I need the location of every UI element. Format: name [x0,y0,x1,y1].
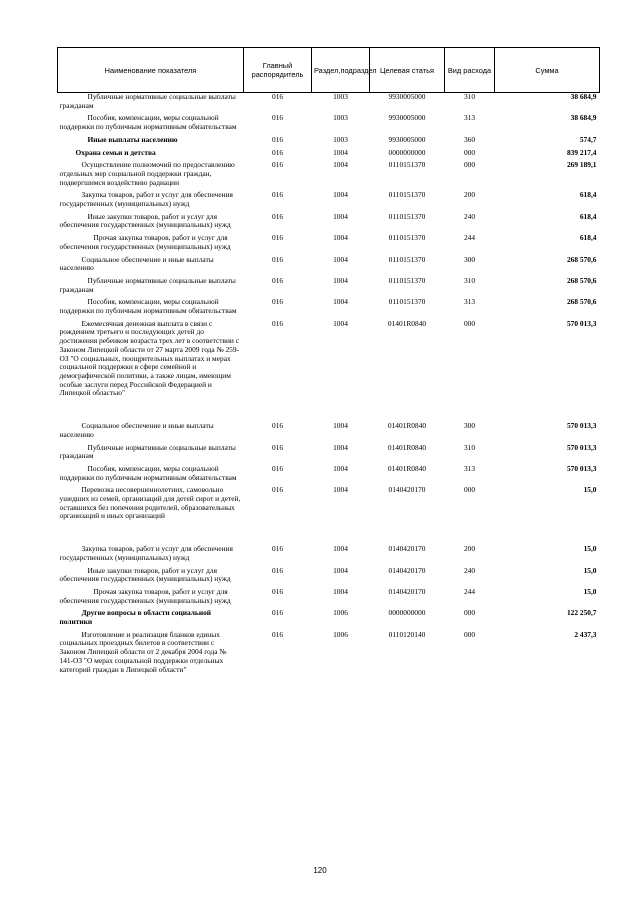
header-section: Раздел,подраздел [312,48,370,93]
header-admin: Главный распорядитель [244,48,312,93]
cell-article: 0140420170 [388,565,426,575]
cell-sum: 2 437,3 [574,629,597,639]
cell-section: 1004 [333,275,348,285]
table-row [58,320,600,422]
cell-article: 0140420170 [388,544,426,554]
cell-name: Перевозка несовершеннолетних, самовольно ушедших из семей, организаций для детей сирот и детей, оставшихся без попечения родителей, образовательных организаций и иных организаций [59,485,241,521]
cell-article: 0110151370 [388,233,426,243]
cell-sum: 15,0 [583,485,597,495]
cell-admin: 016 [271,629,284,639]
table-row [58,213,600,234]
cell-type: 000 [463,318,476,328]
cell-type: 313 [463,297,476,307]
cell-type: 000 [463,485,476,495]
cell-type: 313 [463,463,476,473]
cell-sum: 570 013,3 [566,442,597,452]
cell-admin: 016 [271,160,284,170]
cell-name: Охрана семьи и детства [75,147,156,157]
table-row [58,631,600,679]
table-row [58,161,600,191]
cell-type: 360 [463,134,476,144]
cell-type: 200 [463,190,476,200]
table-row [58,486,600,545]
cell-article: 0110151370 [388,275,426,285]
cell-admin: 016 [271,190,284,200]
cell-admin: 016 [271,485,284,495]
cell-article: 01401R0840 [387,318,427,328]
table-header-row [58,48,600,93]
cell-section: 1004 [333,147,348,157]
cell-section: 1004 [333,297,348,307]
cell-sum: 618,4 [579,211,597,221]
table-row [58,545,600,566]
cell-type: 240 [463,565,476,575]
cell-article: 01401R0840 [387,442,427,452]
cell-type: 300 [463,254,476,264]
table-row [58,588,600,609]
cell-section: 1003 [333,113,348,123]
cell-admin: 016 [271,565,284,575]
cell-section: 1006 [333,608,348,618]
cell-type: 240 [463,211,476,221]
table-row [58,444,600,465]
table-row [58,256,600,277]
cell-name: Социальное обеспечение и иные выплаты населению [59,421,214,439]
cell-type: 300 [463,421,476,431]
cell-sum: 269 189,1 [566,160,597,170]
cell-article: 9930005000 [388,113,426,123]
cell-section: 1004 [333,160,348,170]
cell-sum: 570 013,3 [566,318,597,328]
cell-sum: 570 013,3 [566,421,597,431]
cell-article: 0000000000 [388,147,426,157]
cell-admin: 016 [271,442,284,452]
cell-article: 0140420170 [388,485,426,495]
cell-type: 313 [463,113,476,123]
table-row [58,277,600,298]
table-row [58,136,600,149]
cell-sum: 268 570,6 [566,275,597,285]
cell-article: 01401R0840 [387,421,427,431]
cell-type: 310 [463,92,476,101]
cell-article: 9930005000 [388,92,426,101]
cell-admin: 016 [271,421,284,431]
cell-name: Публичные нормативные социальные выплаты гражданам [59,275,236,294]
budget-table [57,47,600,678]
table-row [58,609,600,630]
cell-admin: 016 [271,586,284,596]
cell-sum: 15,0 [583,565,597,575]
cell-type: 000 [463,629,476,639]
cell-name: Закупка товаров, работ и услуг для обеспечения государственных (муниципальных) нужд [59,190,233,209]
cell-section: 1004 [333,442,348,452]
cell-admin: 016 [271,113,284,123]
header-type: Вид расхода [445,48,495,93]
cell-name: Пособия, компенсации, меры социальной поддержки по публичным нормативным обязательствам [59,113,237,132]
cell-name: Прочая закупка товаров, работ и услуг для обеспечения государственных (муниципальных) нужд [59,586,231,605]
cell-section: 1004 [333,211,348,221]
cell-article: 01401R0840 [387,463,427,473]
cell-section: 1003 [333,134,348,144]
table-row [58,567,600,588]
cell-section: 1004 [333,190,348,200]
cell-sum: 574,7 [579,134,597,144]
cell-section: 1004 [333,485,348,495]
cell-type: 244 [463,233,476,243]
cell-section: 1004 [333,318,348,328]
cell-article: 0110120140 [388,629,426,639]
cell-article: 0110151370 [388,190,426,200]
cell-name: Изготовление и реализация бланков единых социальных проездных билетов в соответствии с Законом Липецкой области от 2 декабря 2004 года № 141-ОЗ "О мерах социальной поддержки отдельных категорий граждан в Липецкой области" [59,629,227,674]
cell-name: Пособия, компенсации, меры социальной поддержки по публичным нормативным обязательствам [59,463,237,482]
cell-article: 0110151370 [388,297,426,307]
cell-type: 310 [463,442,476,452]
cell-sum: 570 013,3 [566,463,597,473]
cell-name: Публичные нормативные социальные выплаты гражданам [59,92,236,110]
header-name: Наименование показателя [58,48,244,93]
cell-name: Пособия, компенсации, меры социальной поддержки по публичным нормативным обязательствам [59,297,237,316]
cell-name: Иные закупки товаров, работ и услуг для обеспечения государственных (муниципальных) нужд [59,565,231,584]
cell-admin: 016 [271,544,284,554]
cell-section: 1004 [333,586,348,596]
cell-sum: 15,0 [583,544,597,554]
cell-admin: 016 [271,275,284,285]
cell-section: 1006 [333,629,348,639]
cell-sum: 268 570,6 [566,254,597,264]
table-row [58,465,600,486]
table-row [58,422,600,443]
cell-type: 244 [463,586,476,596]
cell-section: 1004 [333,233,348,243]
cell-admin: 016 [271,233,284,243]
cell-admin: 016 [271,318,284,328]
cell-article: 0140420170 [388,586,426,596]
table-row [58,114,600,135]
table-row [58,234,600,255]
cell-article: 0110151370 [388,254,426,264]
cell-type: 000 [463,608,476,618]
cell-name: Другие вопросы в области социальной политики [59,608,212,627]
cell-admin: 016 [271,608,284,618]
cell-name: Социальное обеспечение и иные выплаты населению [59,254,214,273]
cell-article: 0110151370 [388,160,426,170]
cell-admin: 016 [271,463,284,473]
cell-admin: 016 [271,254,284,264]
cell-type: 310 [463,275,476,285]
cell-section: 1004 [333,463,348,473]
header-article: Целевая статья [370,48,445,93]
cell-sum: 618,4 [579,190,597,200]
cell-admin: 016 [271,211,284,221]
cell-type: 000 [463,147,476,157]
cell-sum: 122 250,7 [566,608,597,618]
cell-admin: 016 [271,92,284,101]
cell-admin: 016 [271,147,284,157]
table-row [58,93,600,115]
page-number: 120 [313,866,327,875]
cell-sum: 15,0 [583,586,597,596]
cell-sum: 38 684,9 [570,113,597,123]
cell-name: Прочая закупка товаров, работ и услуг для обеспечения государственных (муниципальных) нужд [59,233,231,251]
cell-name: Иные выплаты населению [87,134,178,144]
cell-admin: 016 [271,134,284,144]
cell-section: 1004 [333,544,348,554]
cell-name: Закупка товаров, работ и услуг для обеспечения государственных (муниципальных) нужд [59,544,233,562]
cell-name: Ежемесячная денежная выплата в связи с рождением третьего и последующих детей до достижения ребенком возраста трех лет в соответствии с Законом Липецкой области от 27 марта 2009 года № 259-ОЗ "О социальных, поощрительных выплатах и мерах социальной поддержки в сфере семейной и демографической политики, а также лицам, имеющим особые заслуги перед Российской Федерацией и Липецкой областью" [59,318,240,398]
cell-sum: 268 570,6 [566,297,597,307]
cell-article: 0000000000 [388,608,426,618]
cell-type: 000 [463,160,476,170]
cell-sum: 839 217,4 [566,147,597,157]
cell-name: Публичные нормативные социальные выплаты гражданам [59,442,236,461]
cell-article: 0110151370 [388,211,426,221]
cell-section: 1004 [333,565,348,575]
cell-sum: 38 684,9 [570,92,597,101]
cell-name: Иные закупки товаров, работ и услуг для обеспечения государственных (муниципальных) нужд [59,211,231,230]
cell-sum: 618,4 [579,233,597,243]
cell-section: 1004 [333,254,348,264]
cell-admin: 016 [271,297,284,307]
cell-section: 1003 [333,92,348,101]
table-row [58,298,600,319]
table-body [58,93,600,679]
cell-name: Осуществление полномочий по предоставлению отдельных мер социальной поддержки граждан, подвергшимся воздействию радиации [59,160,235,187]
cell-article: 9930005000 [388,134,426,144]
cell-section: 1004 [333,421,348,431]
cell-type: 200 [463,544,476,554]
header-sum: Сумма [495,48,600,93]
table-row [58,191,600,212]
